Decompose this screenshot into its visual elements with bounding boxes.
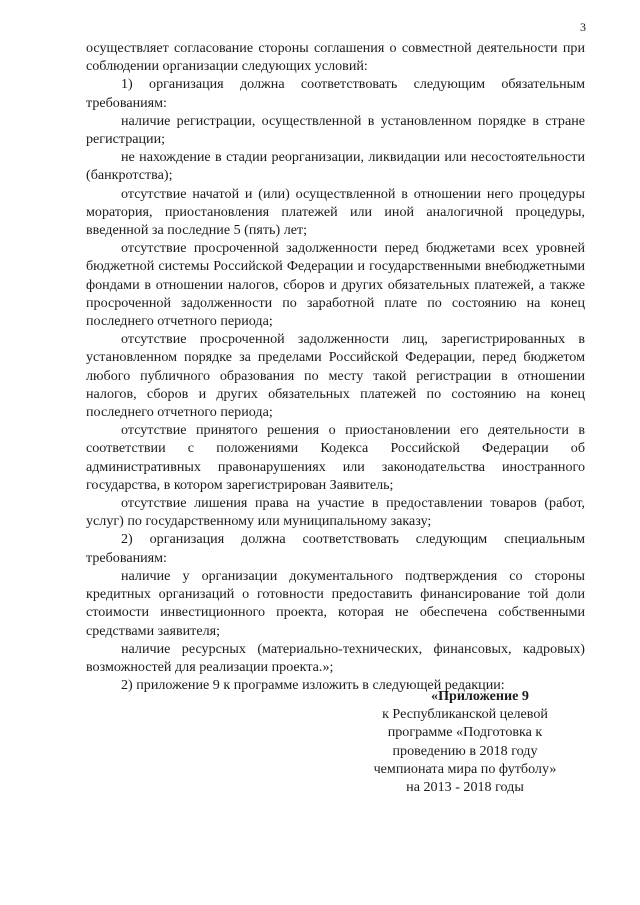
document-body (86, 39, 585, 694)
appendix-line: проведению в 2018 году (392, 742, 538, 759)
paragraph-procurement: отсутствие лишения права на участие в предоставлении товаров (работ, услуг) по государственному или муниципальному заказу; (86, 495, 585, 530)
paragraph-item-2: 2) организация должна соответствовать следующим специальным требованиям: (86, 531, 585, 566)
appendix-line: на 2013 - 2018 годы (406, 779, 524, 796)
paragraph-appendix-intro: 2) приложение 9 к программе изложить в следующей редакции: (121, 677, 505, 694)
paragraph-foreign-debt: отсутствие просроченной задолженности лиц, зарегистрированных в установленном порядке за пределами Российской Федерации, перед бюджетом любого публичного образования по месту такой регистрации в отношении налогов, сборов и других обязательных платежей по состоянию на конец последнего отчетного периода; (86, 331, 585, 421)
paragraph-budget-debt: отсутствие просроченной задолженности перед бюджетами всех уровней бюджетной системы Российской Федерации и государственными внебюджетными фондами в отношении налогов, сборов и других обязательных платежей, а также просроченной задолженности по заработной плате по состоянию на конец последнего отчетного периода; (86, 240, 585, 330)
paragraph-reorganization: не нахождение в стадии реорганизации, ликвидации или несостоятельности (банкротства); (86, 149, 585, 184)
paragraph-suspension: отсутствие принятого решения о приостановлении его деятельности в соответствии с положениями Кодекса Российской Федерации об административных правонарушениях или законодательства иностранного государства, в котором зарегистрирован Заявитель; (86, 422, 585, 493)
appendix-heading (350, 687, 580, 796)
paragraph-item-1: 1) организация должна соответствовать следующим обязательным требованиям: (86, 76, 585, 111)
paragraph-resources: наличие ресурсных (материально-технических, финансовых, кадровых) возможностей для реализации проекта.»; (86, 640, 585, 675)
appendix-line: чемпионата мира по футболу» (373, 760, 557, 777)
paragraph-registration: наличие регистрации, осуществленной в установленном порядке в стране регистрации; (86, 112, 585, 148)
paragraph-intro: осуществляет согласование стороны соглашения о совместной деятельности при соблюдении организации следующих условий: (86, 40, 585, 75)
appendix-title: «Приложение 9 (431, 688, 529, 704)
appendix-line: к Республиканской целевой (382, 706, 548, 723)
paragraph-financing: наличие у организации документального подтверждения со стороны кредитных организаций о готовности предоставить финансирование той доли стоимости инвестиционного проекта, которая не обеспечена собственными средствами заявителя; (86, 567, 585, 639)
page-number: 3 (580, 20, 586, 34)
appendix-line: программе «Подготовка к (387, 724, 543, 741)
paragraph-moratorium: отсутствие начатой и (или) осуществленной в отношении него процедуры моратория, приостановления платежей или иной аналогичной процедуры, введенной за последние 5 (пять) лет; (86, 185, 585, 239)
